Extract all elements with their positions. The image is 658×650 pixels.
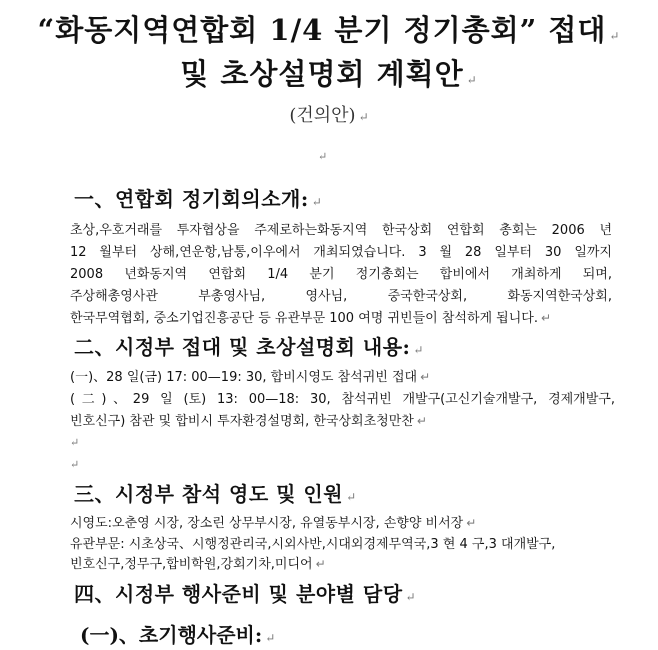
paragraph-mark-icon: ↵ [413, 343, 424, 357]
empty-paragraph-mark-icon: ↵ [70, 436, 80, 449]
document-title-line1 [0, 8, 658, 49]
paragraph-mark-icon: ↵ [405, 590, 417, 604]
section2-line [70, 366, 612, 385]
empty-paragraph-mark-icon: ↵ [70, 458, 80, 471]
section1-line-last [70, 307, 612, 326]
title-line2-text: 및 초상설명회 계획안 [180, 57, 464, 91]
paragraph-mark-icon: ↵ [420, 370, 431, 384]
section3-line-text: 시영도:오춘영 시장, 장소린 상무부시장, 유열동부시장, 손향양 비서장 [70, 516, 464, 531]
section3-heading-text: 三、시정부 참석 영도 및 인원 [74, 482, 344, 506]
paragraph-mark-icon: ↵ [466, 73, 478, 87]
paragraph-mark-icon: ↵ [466, 516, 477, 530]
section3-line: 유관부문: 시초상국、시행정관리국,시외사반,시대외경제무역국,3 현 4 구,3 대개발구, [70, 537, 556, 552]
paragraph-mark-icon: ↵ [265, 631, 276, 645]
section2-line-text: 빈호신구) 참관 및 합비시 투자환경설명회, 한국상회초청만찬 [70, 414, 414, 429]
document-subtitle [0, 101, 658, 127]
section2-heading-text: 二、시정부 접대 및 초상설명회 내용: [74, 335, 411, 359]
section3-heading [74, 478, 357, 507]
section1-line: 12 월부터 상해,연운항,남통,이우에서 개최되였습니다. 3 월 28 일부터 30 일까지 [70, 245, 612, 260]
section1-line: 초상,우호거래를 투자협상을 주제로하는화동지역 한국상회 연합회 총회는 2006 년 [70, 223, 612, 238]
section4-heading-text: 四、시정부 행사준비 및 분야별 담당 [74, 582, 403, 606]
section4-heading [74, 578, 416, 607]
section3-line-text: 빈호신구,정무구,합비학원,강회기차,미디어 [70, 557, 313, 572]
subsection1-heading-text: (一)、초기행사준비: [80, 623, 263, 647]
document-title-line2 [0, 52, 658, 93]
section1-line-text: 한국무역협회, 중소기업진흥공단 등 유관부문 100 여명 귀빈들이 참석하게 됩니다. [70, 311, 538, 326]
paragraph-mark-icon: ↵ [541, 311, 552, 325]
subsection1-heading [80, 619, 275, 648]
subtitle-text: (건의안) [289, 105, 356, 126]
paragraph-mark-icon: ↵ [315, 557, 326, 571]
paragraph-mark-icon: ↵ [416, 414, 427, 428]
empty-paragraph-mark-icon: ↵ [318, 150, 328, 163]
section1-heading [74, 183, 322, 212]
section1-line: 주상해총영사관 부총영사님, 영사님, 중국한국상회, 화동지역한국상회, [70, 289, 612, 304]
section2-line: (二)、29 일 (토) 13: 00—18: 30, 참석귀빈 개발구(고신기술개발구, 경제개발구, [70, 392, 615, 407]
title-line1-text: “화동지역연합회 1/4 분기 정기총회” 접대 [37, 13, 607, 47]
paragraph-mark-icon: ↵ [609, 29, 621, 43]
section1-heading-text: 一、연합회 정기회의소개: [74, 187, 309, 211]
paragraph-mark-icon: ↵ [311, 195, 323, 209]
section2-line [70, 410, 612, 429]
section3-line [70, 512, 612, 531]
paragraph-mark-icon: ↵ [346, 490, 357, 504]
section1-line: 2008 년화동지역 연합회 1/4 분기 정기총회는 합비에서 개최하게 되며, [70, 267, 612, 282]
section2-line-text: (一)、28 일(금) 17: 00—19: 30, 합비시영도 참석귀빈 접대 [70, 370, 418, 385]
section2-heading [74, 331, 424, 360]
paragraph-mark-icon: ↵ [358, 110, 369, 124]
section3-line [70, 553, 612, 572]
